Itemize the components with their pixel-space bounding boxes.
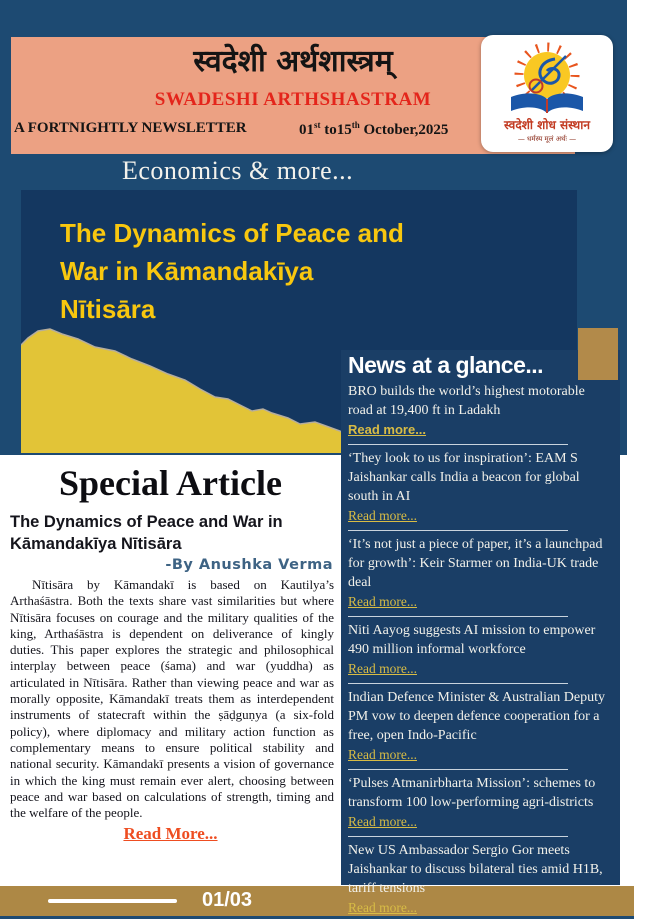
news-item: ‘Pulses Atmanirbharta Mission’: schemes to transform 100 low-performing agri-districts [348,776,596,810]
date-ordinal2: th [351,120,360,130]
page-number: 01/03 [202,889,253,911]
news-separator [348,444,568,445]
news-item: New US Ambassador Sergio Gor meets Jaishankar to discuss bilateral ties amid H1B, tariff tensions [348,843,603,896]
article-body-text: Nītisāra by Kāmandakī is based on Kautilya’s Arthaśāstra. Both the texts share vast similarities but where Nītisāra focuses on courage and the military qualities of the king, Arthaśāstra is dependent on deliverance of kingly duties. This paper explores the strategic and philosophical interplay between peace (śama) and war (yuddha) as articulated in Nītisāra. Rather than viewing peace and war as morally opposite, Kāmandakī treats them as interdependent instruments of statecraft within the ṣāḍguṇya (a six-fold policy), where diplomacy and military action function as complementary means to ensure political stability and national security. Kāmandakī presents a vision of governance in which the king must remain ever alert, choosing between peace and war based on calculations of strength, timing and the welfare of the people. [10,577,334,821]
tagline-band: Economics & more... [122,156,354,185]
news-panel [341,350,620,915]
news-read-more-link[interactable]: Read more... [348,508,417,523]
hero-title-line-1: The Dynamics of Peace and [60,218,404,248]
date-day1: 01 [299,122,314,138]
article-headline: The Dynamics of Peace and War in Kāmandakīya Nītisāra [10,513,283,553]
news-item: ‘They look to us for inspiration’: EAM S Jaishankar calls India a beacon for global south in AI [348,451,580,504]
news-item: Niti Aayog suggests AI mission to empower 490 million informal workforce [348,623,596,657]
organisation-logo [481,35,613,152]
news-read-more-link[interactable]: Read more... [348,661,417,676]
date-day2: 15 [336,122,352,138]
news-heading: News at a glance... [348,352,544,378]
hero-title [60,214,404,328]
masthead-title-devanagari: स्वदेशी अर्थशास्त्रम् [193,44,393,79]
logo-org-name: स्वदेशी शोध संस्थान [504,118,590,132]
news-item: BRO builds the world’s highest motorable road at 19,400 ft in Ladakh [348,384,585,418]
hero-title-line-3: Nītisāra [60,294,156,324]
footer-decorative-line [48,899,177,903]
news-read-more-link[interactable]: Read more... [348,422,427,437]
tan-accent-square [578,328,618,380]
special-article-section [0,455,341,886]
news-read-more-link[interactable]: Read more... [348,900,417,915]
masthead-title-english: SWADESHI ARTHSHASTRAM [154,89,432,110]
article-read-more-link[interactable]: Read More... [123,824,218,844]
news-item: Indian Defence Minister & Australian Deputy PM vow to deepen defence cooperation for a free, open Indo-Pacific [348,690,605,743]
article-section-title: Special Article [59,463,282,503]
news-separator [348,769,568,770]
logo-graphic [481,35,613,152]
news-read-more-link[interactable]: Read more... [348,594,417,609]
date-connector: to [320,122,337,138]
news-read-more-link[interactable]: Read more... [348,814,417,829]
news-separator [348,836,568,837]
hero-title-line-2: War in Kāmandakīya [60,256,314,286]
news-separator [348,616,568,617]
newsletter-type-label: A FORTNIGHTLY NEWSLETTER [14,120,247,136]
logo-motto: — धर्मस्य मूलं अर्थः — [517,135,577,143]
news-item: ‘It’s not just a piece of paper, it’s a launchpad for growth’: Keir Starmer on India-UK trade deal [348,537,603,590]
news-read-more-link[interactable]: Read more... [348,747,417,762]
news-separator [348,683,568,684]
date-month-year: October,2025 [359,122,449,138]
issue-date [299,120,448,139]
date-ordinal1: st [314,120,321,130]
article-byline: -By Anushka Verma [165,557,333,573]
news-separator [348,530,568,531]
